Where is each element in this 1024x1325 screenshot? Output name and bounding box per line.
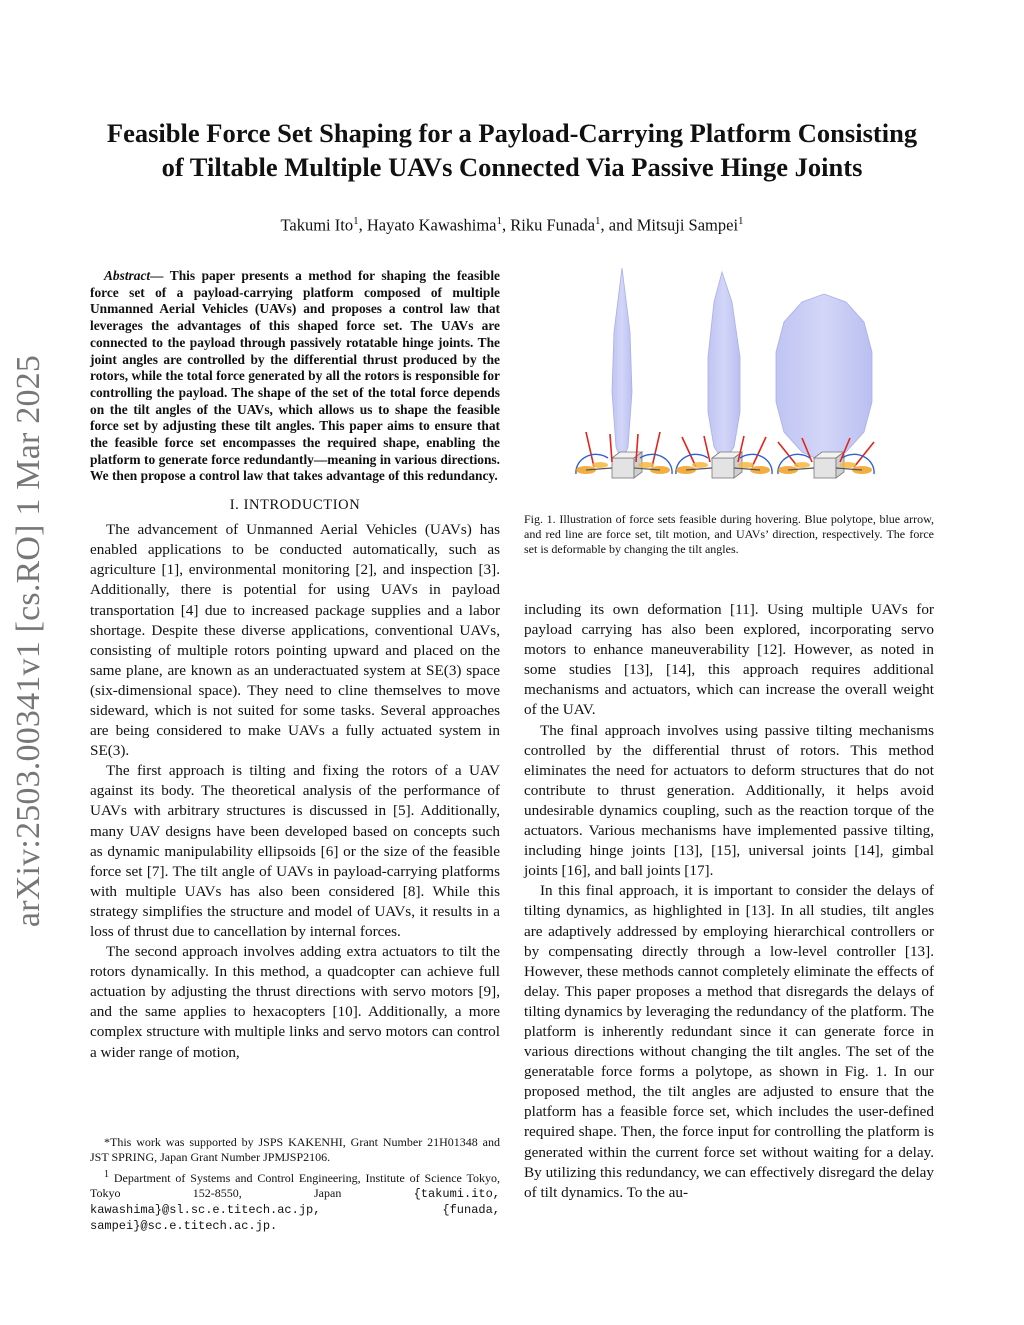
body-paragraph: The second approach involves adding extra actuators to tilt the rotors dynamically. In this method, a quadcopter can achieve full actuation by adjusting the thrust directions with servo motors [9], and the same applies to hexacopters [10]. Additionally, a more complex structure with multiple links and servo motors can control a wider range of motion, (90, 943, 500, 1061)
rotor (638, 462, 654, 468)
rotor (794, 462, 810, 468)
uav-direction-line (682, 437, 696, 467)
funding-footnote: *This work was supported by JSPS KAKENHI, Grant Number 21H01348 and JST SPRING, Japan Grant Number JPMJSP2106. (90, 1135, 500, 1164)
body-paragraph: including its own deformation [11]. Using multiple UAVs for payload carrying has also been explored, incorporating servo motors to enhance maneuverability [12]. However, as noted in some studies [13], [14], this approach requires additional mechanisms and actuators, which can increase the overall weight of the UAV. (524, 601, 934, 719)
rotor (692, 462, 708, 468)
affiliation-text: Department of Systems and Control Engineering, Institute of Science Tokyo, Tokyo 152-8550, Japan (90, 1171, 500, 1200)
author-name: Riku Funada (510, 215, 596, 235)
force-set-polytope (612, 268, 632, 462)
right-column (524, 600, 934, 1203)
author-emails: {takumi.ito, kawashima}@sl.sc.e.titech.ac.jp, {funada, sampei}@sc.e.titech.ac.jp. (90, 1187, 500, 1233)
left-column (90, 268, 500, 1063)
payload-box (612, 452, 642, 478)
author-separator: , (502, 215, 511, 235)
platform-wide-force-set (776, 294, 874, 478)
platform-narrow-force-set (576, 268, 672, 478)
author-name: Mitsuji Sampei (636, 215, 739, 235)
rotor (592, 462, 608, 468)
author-affiliation-mark: 1 (496, 215, 502, 227)
affiliation-footnote-mark: 1 (104, 1169, 109, 1180)
author-separator: , and (600, 215, 637, 235)
section-heading-introduction: I. INTRODUCTION (229, 497, 361, 514)
body-paragraph: The final approach involves using passive tilting mechanisms controlled by the differential thrust of rotors. This method eliminates the need for actuators to deform structures that do not contribute to thrust generation. Additionally, it helps avoid undesirable dynamics coupling, such as the reaction torque of the actuators. Various mechanisms have implemented passive tilting, including hinge joints [13], [15], universal joints [14], gimbal joints [16], and ball joints [17]. (524, 721, 934, 880)
force-set-polytope (708, 272, 740, 462)
uav-direction-line (586, 432, 594, 467)
body-paragraph: The advancement of Unmanned Aerial Vehicles (UAVs) has enabled applications to be conducted automatically, such as agriculture [1], environmental monitoring [2], and inspection [3]. Additionally, there is potential for using UAVs in payload transportation [4] due to increased package supplies and a labor shortage. Despite these diverse applications, conventional UAVs, consisting of multiple rotors pointing upward and placed on the same plane, are known as an underactuated system at SE(3) space (six-dimensional space). They need to cline themselves to move sideward, which is not suited for some tasks. Several approaches are being considered to make UAVs a fully actuated system in SE(3). (90, 521, 500, 760)
author-affiliation-mark: 1 (353, 215, 359, 227)
payload-box (814, 452, 844, 478)
abstract (90, 268, 500, 485)
figure-1-force-sets (524, 262, 934, 502)
body-paragraph: The first approach is tilting and fixing the rotors of a UAV against its body. The theoretical analysis of the performance of UAVs with arbitrary structures is discussed in [5]. Additionally, many UAV designs have been developed based on concepts such as dynamic manipulability ellipsoids [6] or the size of the feasible force set [7]. The tilt angle of UAVs in payload-carrying platforms with multiple UAVs has also been considered [8]. While this strategy simplifies the structure and model of UAVs, it results in a loss of thrust due to cancellation by internal forces. (90, 762, 500, 941)
abstract-lead: Abstract— (104, 268, 164, 283)
payload-box (712, 452, 742, 478)
rotor (738, 462, 754, 468)
arxiv-side-stamp: arXiv:2503.00341v1 [cs.RO] 1 Mar 2025 (10, 354, 47, 928)
paper-title (60, 116, 964, 184)
author-list (60, 209, 964, 238)
platform-medium-force-set (676, 272, 772, 478)
uav-direction-line (652, 432, 660, 467)
author-name: Takumi Ito (280, 215, 354, 235)
uav-direction-line (752, 437, 766, 467)
rotor (840, 462, 856, 468)
author-name: Hayato Kawashima (366, 215, 497, 235)
author-affiliation-mark: 1 (595, 215, 601, 227)
force-set-polytope (776, 294, 872, 462)
title-line-2: of Tiltable Multiple UAVs Connected Via Passive Hinge Joints (161, 152, 863, 182)
footnotes (90, 1135, 500, 1236)
author-affiliation-mark: 1 (738, 215, 744, 227)
body-paragraph: In this final approach, it is important to consider the delays of tilting dynamics, as highlighted in [13]. In all studies, tilt angles are adaptively addressed by employing hierarchical controllers or by compensating directly through a low-level controller [13]. However, these methods cannot completely eliminate the effects of delay. This paper proposes a method that disregards the delays of tilting dynamics by leveraging the redundancy of the platform. The platform is inherently redundant since it can generate force in various directions without changing the tilt angles. The set of the generatable force forms a polytope, as shown in Fig. 1. In our proposed method, the tilt angles are adjusted to ensure that the platform has a feasible force set, which includes the user-defined required shape. Then, the force input for controlling the platform is generated within the current force set without waiting for a delay. By utilizing this redundancy, we can effectively disregard the delay of tilt dynamics. To the au- (524, 882, 934, 1201)
affiliation-footnote (90, 1167, 500, 1234)
figure-1-caption: Fig. 1. Illustration of force sets feasible during hovering. Blue polytope, blue arrow, and red line are force set, tilt motion, and UAVs’ direction, respectively. The force set is deformable by changing the tilt angles. (524, 512, 934, 556)
title-line-1: Feasible Force Set Shaping for a Payload-Carrying Platform Consisting (106, 118, 918, 148)
uav-direction-line (610, 434, 612, 462)
abstract-text: This paper presents a method for shaping the feasible force set of a payload-carrying platform composed of multiple Unmanned Aerial Vehicles (UAVs) and proposes a control law that leverages the advantages of this shaped force set. The UAVs are connected to the payload through passively rotatable hinge joints. The joint angles are controlled by the differential thrust produced by the rotors, while the total force generated by all the rotors is responsible for controlling the payload. The shape of the set of the total force depends on the tilt angles of the UAVs, which allows us to shape the feasible force set by adjusting these tilt angles. This paper aims to ensure that the feasible force set encompasses the required shape, enabling the platform to generate force redundantly—meaning in various directions. We then propose a control law that takes advantage of this redundancy. (90, 268, 500, 484)
author-separator: , (358, 215, 367, 235)
